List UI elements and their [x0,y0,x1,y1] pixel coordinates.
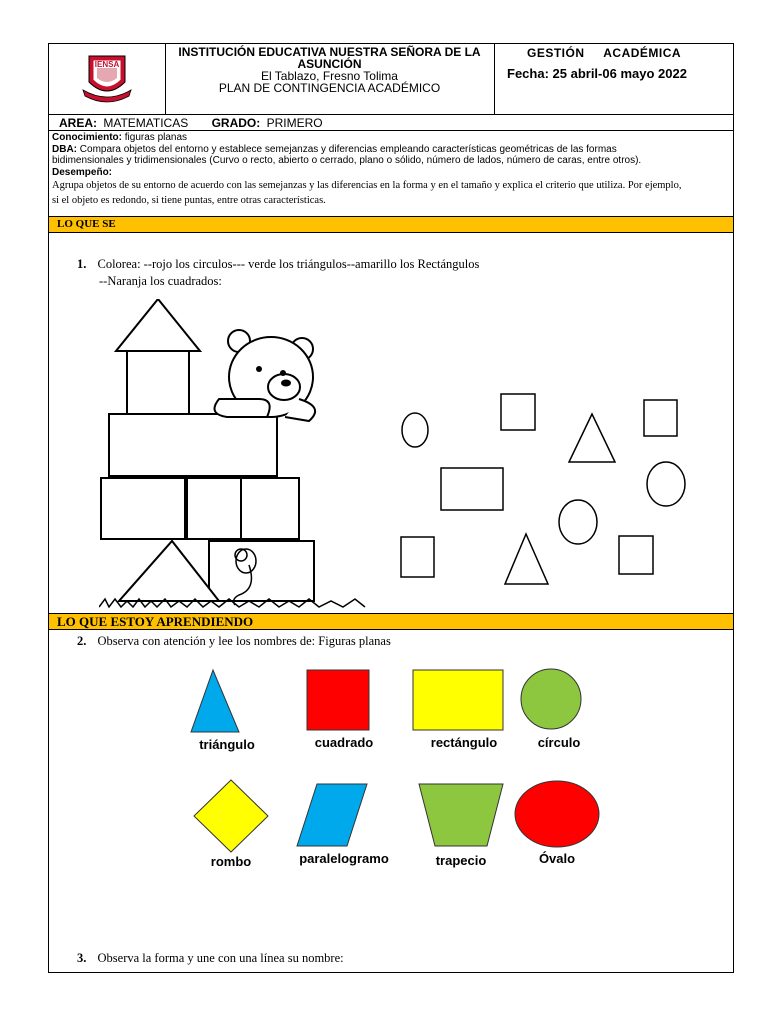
label-triangulo: triángulo [199,737,255,752]
dba-label: DBA: [52,143,77,155]
question-1-text-2: --Naranja los cuadrados: [99,274,222,288]
desempeno-text: Agrupa objetos de su entorno de acuerdo con las semejanzas y las diferencias en la forma y en el tamaño y explica el criterio que utiliza. Por ejemplo, [52,180,682,191]
parallelogram-shape [297,784,367,846]
coloring-shapes [369,374,699,604]
label-rombo: rombo [210,854,252,869]
logo-cell [49,44,166,114]
named-shapes [179,666,609,856]
area-value: MATEMATICAS [103,116,189,130]
section-lo-que-se: LO QUE SE [49,216,733,233]
area-label: AREA: [59,116,97,130]
label-circulo: círculo [537,735,581,750]
label-rectangulo: rectángulo [430,735,498,750]
question-2 [77,634,391,649]
area-row [49,115,733,131]
dba-text: Compara objetos del entorno y establece semejanzas y diferencias empleando características geométricas de las formas [79,143,617,155]
gestion-label: GESTIÓN ACADÉMICA [527,46,682,60]
school-logo-icon [49,44,165,114]
trapezoid-shape [419,784,503,846]
conocimiento-value: figuras planas [124,132,188,143]
grado-value: PRIMERO [266,116,323,130]
label-paralelogramo: paralelogramo [299,851,389,866]
institution-cell [165,44,495,114]
circle-shape [521,669,581,729]
date-range: Fecha: 25 abril-06 mayo 2022 [507,66,687,81]
header-table [49,44,733,115]
question-3 [77,951,344,966]
section-lo-que-estoy-aprendiendo: LO QUE ESTOY APRENDIENDO [49,613,733,630]
question-1-text: Colorea: --rojo los circulos--- verde los triángulos--amarillo los Rectángulos [97,257,480,271]
question-2-text: Observa con atención y lee los nombres de: Figuras planas [97,634,391,648]
oval-shape [515,781,599,847]
square-shape [307,670,369,730]
rhombus-shape [194,780,268,852]
label-cuadrado: cuadrado [314,735,374,750]
plan-title: PLAN DE CONTINGENCIA ACADÉMICO [218,81,441,95]
conocimiento-label: Conocimiento: [52,132,122,143]
question-1-number: 1. [77,257,87,271]
rectangle-shape [413,670,503,730]
desempeno-label: Desempeño: [52,166,113,178]
worksheet [48,43,734,973]
question-2-number: 2. [77,634,87,648]
gestion-cell [495,44,733,114]
label-ovalo: Óvalo [538,851,576,866]
location: El Tablazo, Fresno Tolima [261,69,398,83]
question-3-text: Observa la forma y une con una línea su nombre: [97,951,344,965]
tower-bear-illustration [99,299,369,611]
triangle-shape [191,670,239,732]
label-trapecio: trapecio [435,853,487,868]
desempeno-text-2: si el objeto es redondo, si tiene puntas, entre otras características. [52,195,326,206]
institution-name: INSTITUCIÓN EDUCATIVA NUESTRA SEÑORA DE LA [178,45,481,59]
question-3-number: 3. [77,951,87,965]
svg-text:IENSA: IENSA [94,60,120,69]
institution-name-2: ASUNCIÓN [297,57,362,71]
question-1 [77,256,479,290]
dba-text-2: bidimensionales y tridimensionales (Curvo o recto, abierto o cerrado, plano o sólido, número de lados, número de caras, entre otros). [52,155,642,166]
grado-label: GRADO: [211,116,261,130]
